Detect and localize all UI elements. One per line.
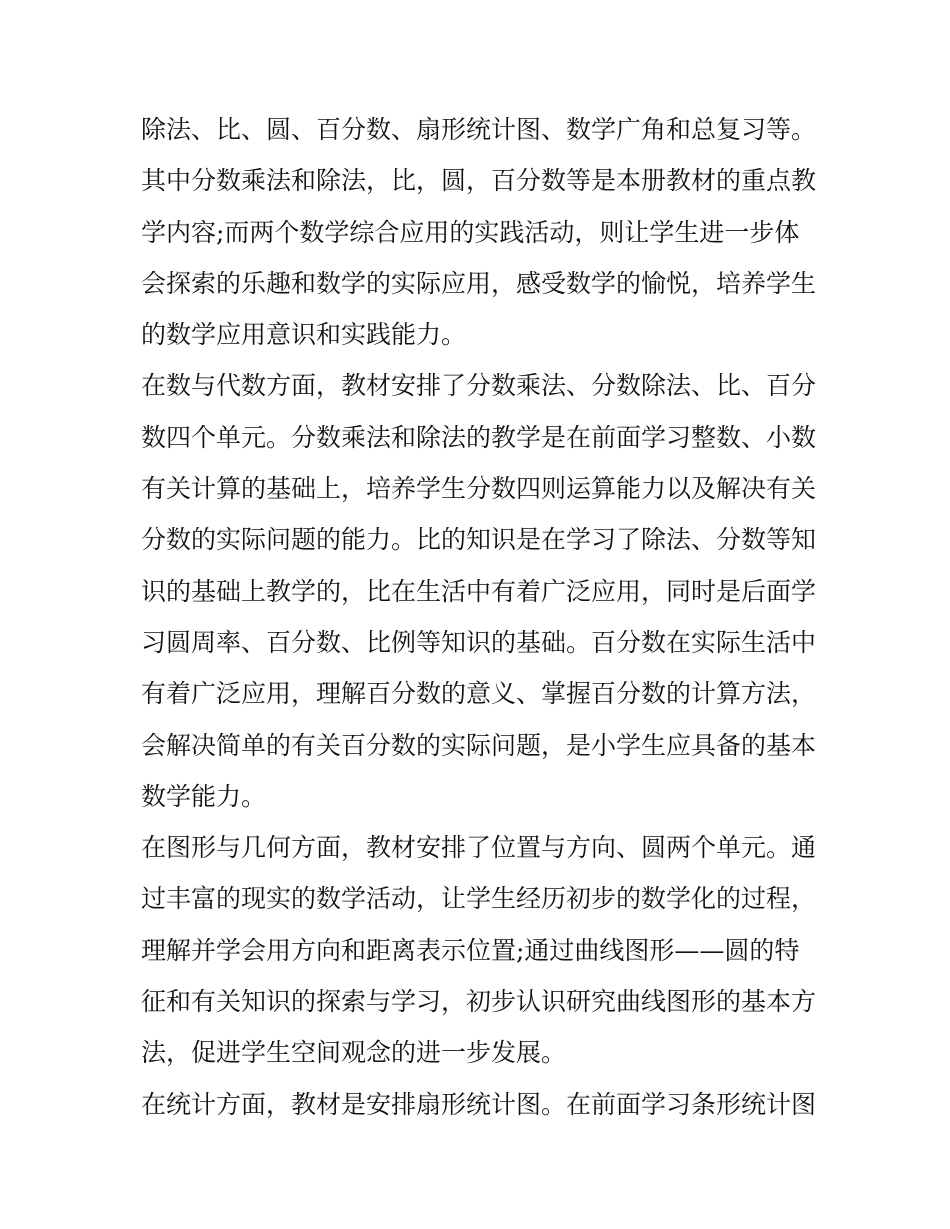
paragraph-3 xyxy=(141,822,817,1078)
paragraph-line: 在数与代数方面，教材安排了分数乘法、分数除法、比、百分 xyxy=(141,371,817,401)
paragraph-line: 过丰富的现实的数学活动，让学生经历初步的数学化的过程， xyxy=(141,884,817,914)
paragraph-line: 习圆周率、百分数、比例等知识的基础。百分数在实际生活中 xyxy=(141,627,817,657)
paragraph-line: 法，促进学生空间观念的进一步发展。 xyxy=(141,1038,567,1068)
paragraph-line: 识的基础上教学的，比在生活中有着广泛应用，同时是后面学 xyxy=(141,576,817,606)
paragraph-line: 有关计算的基础上，培养学生分数四则运算能力以及解决有关 xyxy=(141,474,817,504)
paragraph-1 xyxy=(141,104,817,360)
paragraph-line: 会探索的乐趣和数学的实际应用，感受数学的愉悦，培养学生 xyxy=(141,268,817,298)
paragraph-line: 分数的实际问题的能力。比的知识是在学习了除法、分数等知 xyxy=(141,525,817,555)
paragraph-line: 有着广泛应用，理解百分数的意义、掌握百分数的计算方法， xyxy=(141,679,817,709)
paragraph-2 xyxy=(141,360,817,822)
paragraph-line: 在图形与几何方面，教材安排了位置与方向、圆两个单元。通 xyxy=(141,833,817,863)
paragraph-line: 数学能力。 xyxy=(141,781,267,811)
paragraph-line: 理解并学会用方向和距离表示位置;通过曲线图形——圆的特 xyxy=(141,935,800,965)
paragraph-line: 在统计方面，教材是安排扇形统计图。在前面学习条形统计图 xyxy=(141,1089,817,1119)
paragraph-line: 数四个单元。分数乘法和除法的教学是在前面学习整数、小数 xyxy=(141,422,817,452)
paragraph-line: 征和有关知识的探索与学习，初步认识研究曲线图形的基本方 xyxy=(141,987,817,1017)
paragraph-line: 除法、比、圆、百分数、扇形统计图、数学广角和总复习等。 xyxy=(141,115,817,144)
paragraph-4 xyxy=(141,1079,817,1130)
document-body xyxy=(141,104,817,1130)
paragraph-line: 其中分数乘法和除法，比，圆，百分数等是本册教材的重点教 xyxy=(141,166,817,196)
paragraph-line: 学内容;而两个数学综合应用的实践活动，则让学生进一步体 xyxy=(141,217,800,247)
paragraph-line: 会解决简单的有关百分数的实际问题，是小学生应具备的基本 xyxy=(141,730,817,760)
paragraph-line: 的数学应用意识和实践能力。 xyxy=(141,320,467,350)
